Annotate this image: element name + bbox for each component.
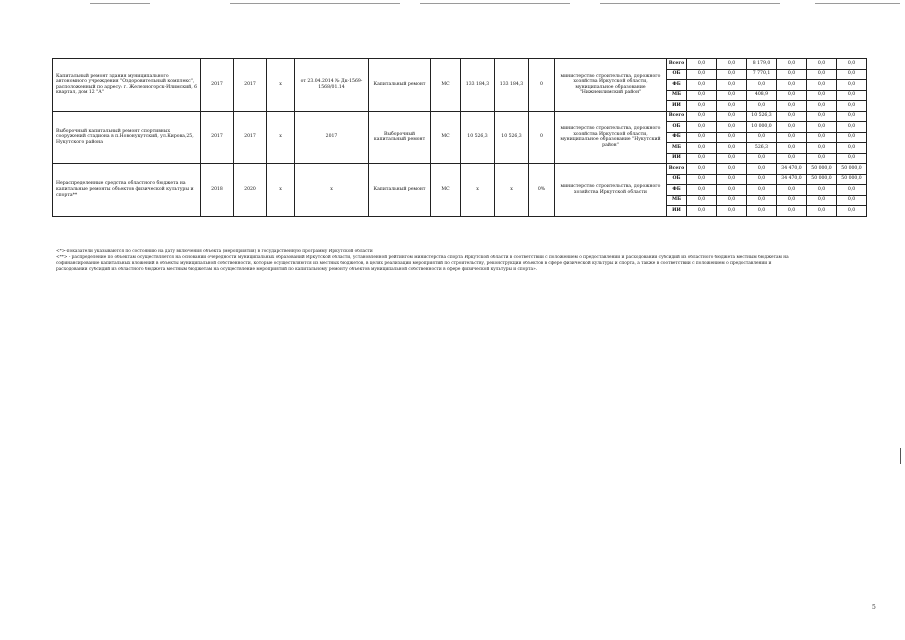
end-year-cell: 2017 — [234, 59, 267, 112]
table-row — [53, 59, 867, 70]
funding-value-cell: 0,0 — [687, 80, 717, 91]
funding-value-cell: 0,0 — [837, 185, 867, 196]
project-name-cell: Выборочный капитальный ремонт спортивных сооружений стадиона в п.Новонукутский, ул.Кирова,25, Нукутского района — [53, 111, 201, 164]
funding-source-cell: ФБ — [667, 80, 687, 91]
scan-line — [90, 3, 150, 4]
funding-value-cell: 0,0 — [777, 59, 807, 70]
funding-value-cell: 0,0 — [777, 122, 807, 133]
funding-source-cell: ИИ — [667, 153, 687, 164]
funding-value-cell: 0,0 — [717, 185, 747, 196]
funding-value-cell: 0,0 — [777, 195, 807, 206]
funding-value-cell: 10 000,0 — [747, 122, 777, 133]
remaining-cost-cell: x — [495, 164, 529, 217]
funding-value-cell: 0,0 — [837, 101, 867, 112]
table-row — [53, 111, 867, 122]
funding-value-cell: 34 470,0 — [777, 164, 807, 175]
approval-cell: от 23.04.2014 № Дк-1569-1568/01.14 — [295, 59, 369, 112]
funding-value-cell: 0,0 — [837, 111, 867, 122]
funding-value-cell: 0,0 — [717, 132, 747, 143]
funding-value-cell: 0,0 — [717, 122, 747, 133]
funding-value-cell: 0,0 — [807, 132, 837, 143]
funding-value-cell: 0,0 — [777, 101, 807, 112]
table-row — [53, 164, 867, 175]
funding-value-cell: 0,0 — [807, 185, 837, 196]
funding-value-cell: 0,0 — [807, 206, 837, 217]
funding-source-cell: ОБ — [667, 174, 687, 185]
funding-value-cell: 0,0 — [687, 90, 717, 101]
funding-value-cell: 0,0 — [777, 206, 807, 217]
funding-value-cell: 0,0 — [807, 69, 837, 80]
funding-value-cell: 0,0 — [837, 206, 867, 217]
end-year-cell: 2017 — [234, 111, 267, 164]
funding-value-cell: 0,0 — [687, 153, 717, 164]
executor-cell: министерство строительства, дорожного хозяйства Иркутской области, муниципальное образование "Нижнеилимский район" — [555, 59, 667, 112]
estimated-cost-cell: x — [461, 164, 495, 217]
funding-source-cell: ОБ — [667, 69, 687, 80]
scan-line — [600, 3, 780, 4]
funding-value-cell: 0,0 — [717, 206, 747, 217]
funding-value-cell: 0,0 — [837, 90, 867, 101]
funding-value-cell: 0,0 — [837, 195, 867, 206]
funding-value-cell: 0,0 — [777, 111, 807, 122]
funding-value-cell: 0,0 — [837, 80, 867, 91]
approval-cell: x — [295, 164, 369, 217]
funding-value-cell: 0,0 — [837, 143, 867, 154]
funding-value-cell: 0,0 — [687, 122, 717, 133]
funding-value-cell: 0,0 — [837, 132, 867, 143]
funding-value-cell: 0,0 — [747, 206, 777, 217]
funding-source-cell: ИИ — [667, 101, 687, 112]
funding-value-cell: 0,0 — [777, 132, 807, 143]
funding-value-cell: 0,0 — [717, 111, 747, 122]
funding-value-cell: 0,0 — [807, 143, 837, 154]
funding-value-cell: 0,0 — [807, 195, 837, 206]
funding-value-cell: 0,0 — [837, 59, 867, 70]
funding-value-cell: 0,0 — [837, 122, 867, 133]
end-year-cell: 2020 — [234, 164, 267, 217]
funding-value-cell: 0,0 — [777, 185, 807, 196]
readiness-cell: 0% — [529, 164, 555, 217]
project-name-cell: Нераспределенные средства областного бюджета на капитальные ремонты объектов физической культуры и спорта** — [53, 164, 201, 217]
document-cell: x — [267, 164, 295, 217]
ownership-cell: МС — [431, 59, 461, 112]
document-cell: x — [267, 111, 295, 164]
funding-source-cell: Всего — [667, 111, 687, 122]
funding-value-cell: 0,0 — [687, 206, 717, 217]
funding-value-cell: 0,0 — [807, 153, 837, 164]
funding-value-cell: 0,0 — [717, 80, 747, 91]
funding-value-cell: 7 770,1 — [747, 69, 777, 80]
approval-cell: 2017 — [295, 111, 369, 164]
scan-line — [420, 3, 570, 4]
funding-value-cell: 0,0 — [687, 69, 717, 80]
funding-value-cell: 0,0 — [717, 195, 747, 206]
funding-value-cell: 0,0 — [807, 101, 837, 112]
footnote-line: расходовании субсидий из областного бюджета местным бюджетам на осуществление мероприятий по капитальному ремонту объектов муниципальной собственности в сфере физической культуры и спорта». — [56, 267, 538, 272]
funding-value-cell: 0,0 — [687, 164, 717, 175]
work-type-cell: Выборочный капитальный ремонт — [369, 111, 431, 164]
funding-value-cell: 0,0 — [687, 143, 717, 154]
ownership-cell: МС — [431, 111, 461, 164]
funding-value-cell: 0,0 — [717, 59, 747, 70]
funding-source-cell: ФБ — [667, 185, 687, 196]
investment-table — [52, 58, 867, 217]
funding-value-cell: 0,0 — [777, 90, 807, 101]
funding-value-cell: 0,0 — [717, 153, 747, 164]
funding-source-cell: МБ — [667, 195, 687, 206]
funding-value-cell: 0,0 — [687, 101, 717, 112]
funding-source-cell: ОБ — [667, 122, 687, 133]
funding-value-cell: 0,0 — [747, 195, 777, 206]
start-year-cell: 2017 — [201, 111, 234, 164]
funding-value-cell: 50 000,0 — [837, 174, 867, 185]
funding-value-cell: 0,0 — [687, 195, 717, 206]
funding-value-cell: 0,0 — [717, 174, 747, 185]
funding-value-cell: 0,0 — [687, 59, 717, 70]
funding-value-cell: 0,0 — [717, 90, 747, 101]
document-cell: x — [267, 59, 295, 112]
funding-value-cell: 0,0 — [747, 80, 777, 91]
footnote-line: софинансирование капитальных вложений в объекты муниципальной собственности, которые осуществляются из местных бюджетов, в целях реализации мероприятий по строительству, реконструкции объектов в сфере физической культуры и спорта, а также в соответствии с положением о предоставлении и — [56, 261, 772, 266]
readiness-cell: 0 — [529, 59, 555, 112]
start-year-cell: 2017 — [201, 59, 234, 112]
footnotes — [56, 249, 866, 273]
funding-value-cell: 0,0 — [777, 69, 807, 80]
funding-value-cell: 50 000,0 — [837, 164, 867, 175]
estimated-cost-cell: 133 184,3 — [461, 59, 495, 112]
remaining-cost-cell: 10 526,3 — [495, 111, 529, 164]
funding-value-cell: 0,0 — [717, 69, 747, 80]
funding-value-cell: 8 179,0 — [747, 59, 777, 70]
funding-value-cell: 0,0 — [837, 69, 867, 80]
footnote-line: <*>-показатели указываются по состоянию на дату включения объекта (мероприятия) в государственную программу Иркутской области — [56, 249, 373, 254]
funding-value-cell: 0,0 — [807, 90, 837, 101]
funding-value-cell: 0,0 — [807, 122, 837, 133]
funding-source-cell: МБ — [667, 143, 687, 154]
funding-source-cell: МБ — [667, 90, 687, 101]
edge-mark — [900, 448, 901, 464]
funding-value-cell: 0,0 — [747, 185, 777, 196]
page-number: 5 — [872, 604, 876, 611]
funding-value-cell: 0,0 — [687, 111, 717, 122]
scan-line — [815, 3, 900, 4]
funding-value-cell: 0,0 — [747, 174, 777, 185]
funding-value-cell: 34 470,0 — [777, 174, 807, 185]
executor-cell: министерство строительства, дорожного хозяйства Иркутской области, муниципальное образование "Нукутский район" — [555, 111, 667, 164]
funding-value-cell: 0,0 — [747, 153, 777, 164]
funding-value-cell: 50 000,0 — [807, 164, 837, 175]
funding-value-cell: 50 000,0 — [807, 174, 837, 185]
footnote-line: <**> - распределение по объектам осуществляется на основании очередности муниципальных образований Иркутской области, установленной рейтингом министерства спорта Иркутской области в соответствии с положением о предоставлении и расходовании субсидий из областного бюджета местным бюджетам на — [56, 255, 789, 260]
funding-value-cell: 0,0 — [717, 101, 747, 112]
funding-value-cell: 0,0 — [777, 143, 807, 154]
funding-value-cell: 0,0 — [687, 174, 717, 185]
funding-value-cell: 0,0 — [807, 111, 837, 122]
work-type-cell: Капитальный ремонт — [369, 164, 431, 217]
funding-value-cell: 0,0 — [687, 132, 717, 143]
project-name-cell: Капитальный ремонт здания муниципального автономного учреждения "Оздоровительный комплекс", расположенный по адресу: г. Железногорск-Илимский, 6 квартал, дом 12 "А" — [53, 59, 201, 112]
funding-value-cell: 0,0 — [807, 80, 837, 91]
funding-value-cell: 0,0 — [837, 153, 867, 164]
executor-cell: министерство строительства, дорожного хозяйства Иркутской области — [555, 164, 667, 217]
funding-value-cell: 10 526,3 — [747, 111, 777, 122]
estimated-cost-cell: 10 526,3 — [461, 111, 495, 164]
funding-value-cell: 526,3 — [747, 143, 777, 154]
funding-value-cell: 0,0 — [747, 132, 777, 143]
funding-value-cell: 408,9 — [747, 90, 777, 101]
work-type-cell: Капитальный ремонт — [369, 59, 431, 112]
funding-source-cell: ФБ — [667, 132, 687, 143]
funding-value-cell: 0,0 — [807, 59, 837, 70]
funding-value-cell: 0,0 — [747, 101, 777, 112]
funding-source-cell: Всего — [667, 59, 687, 70]
start-year-cell: 2018 — [201, 164, 234, 217]
readiness-cell: 0 — [529, 111, 555, 164]
funding-value-cell: 0,0 — [777, 80, 807, 91]
remaining-cost-cell: 133 184,3 — [495, 59, 529, 112]
ownership-cell: МС — [431, 164, 461, 217]
funding-value-cell: 0,0 — [717, 164, 747, 175]
funding-value-cell: 0,0 — [717, 143, 747, 154]
funding-source-cell: ИИ — [667, 206, 687, 217]
scan-line — [230, 3, 400, 4]
funding-value-cell: 0,0 — [777, 153, 807, 164]
funding-value-cell: 0,0 — [687, 185, 717, 196]
funding-source-cell: Всего — [667, 164, 687, 175]
funding-value-cell: 0,0 — [747, 164, 777, 175]
